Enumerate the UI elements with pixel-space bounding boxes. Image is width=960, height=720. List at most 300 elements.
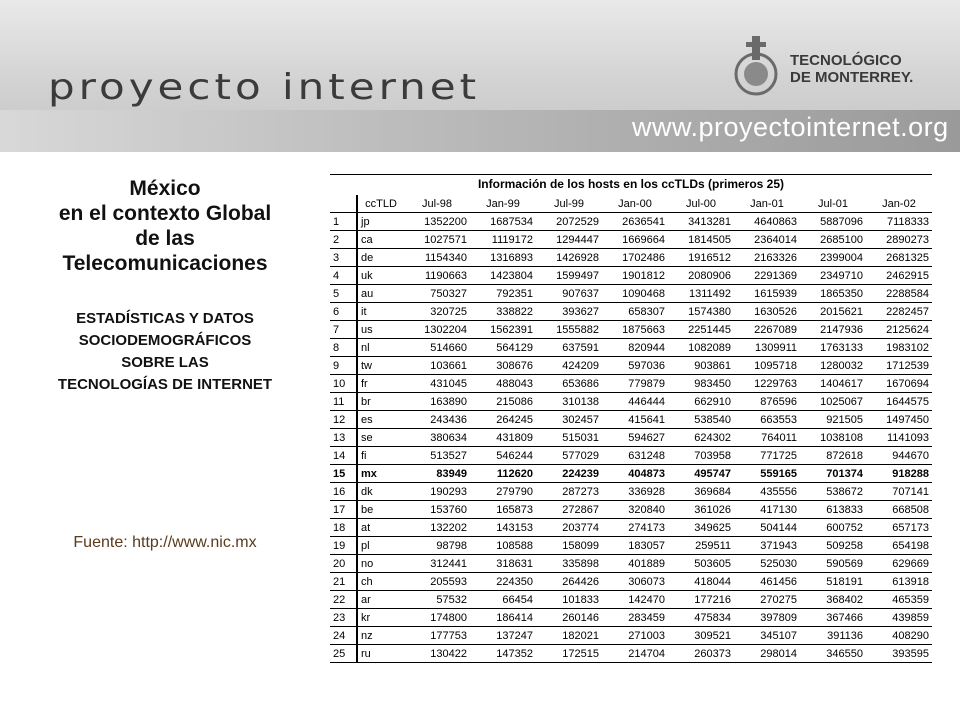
hosts-value-cell: 624302 — [668, 429, 734, 447]
hosts-value-cell: 1712539 — [866, 357, 932, 375]
hosts-value-cell: 668508 — [866, 501, 932, 519]
hosts-value-cell: 2636541 — [602, 213, 668, 231]
hosts-value-cell: 401889 — [602, 555, 668, 573]
hosts-value-cell: 338822 — [470, 303, 536, 321]
hosts-value-cell: 1229763 — [734, 375, 800, 393]
cctld-cell: be — [357, 501, 404, 519]
hosts-value-cell: 495747 — [668, 465, 734, 483]
hosts-value-cell: 345107 — [734, 627, 800, 645]
hosts-value-cell: 137247 — [470, 627, 536, 645]
header-jul-98: Jul-98 — [404, 195, 470, 213]
hosts-value-cell: 174800 — [404, 609, 470, 627]
rank-cell: 13 — [330, 429, 357, 447]
table-row — [330, 267, 932, 285]
rank-cell: 20 — [330, 555, 357, 573]
rank-cell: 4 — [330, 267, 357, 285]
hosts-value-cell: 310138 — [536, 393, 602, 411]
cctld-cell: kr — [357, 609, 404, 627]
hosts-value-cell: 662910 — [668, 393, 734, 411]
table-row — [330, 501, 932, 519]
cctld-cell: nl — [357, 339, 404, 357]
hosts-value-cell: 1555882 — [536, 321, 602, 339]
table-row — [330, 609, 932, 627]
hosts-value-cell: 98798 — [404, 537, 470, 555]
table-row — [330, 645, 932, 663]
rank-cell: 2 — [330, 231, 357, 249]
page-title — [20, 176, 310, 276]
table-row — [330, 375, 932, 393]
table-row — [330, 591, 932, 609]
hosts-value-cell: 1302204 — [404, 321, 470, 339]
header-jul-01: Jul-01 — [800, 195, 866, 213]
rank-cell: 15 — [330, 465, 357, 483]
hosts-value-cell: 163890 — [404, 393, 470, 411]
cctld-cell: au — [357, 285, 404, 303]
site-url[interactable]: www.proyectointernet.org — [632, 112, 949, 142]
header-jul-99: Jul-99 — [536, 195, 602, 213]
hosts-value-cell: 577029 — [536, 447, 602, 465]
hosts-value-cell: 2462915 — [866, 267, 932, 285]
table-row — [330, 627, 932, 645]
source-note: Fuente: http://www.nic.mx — [73, 534, 257, 551]
hosts-value-cell: 1599497 — [536, 267, 602, 285]
rank-cell: 9 — [330, 357, 357, 375]
hosts-value-cell: 2267089 — [734, 321, 800, 339]
hosts-value-cell: 431045 — [404, 375, 470, 393]
hosts-value-cell: 393627 — [536, 303, 602, 321]
hosts-value-cell: 306073 — [602, 573, 668, 591]
rank-cell: 19 — [330, 537, 357, 555]
hosts-value-cell: 876596 — [734, 393, 800, 411]
cctld-cell: fr — [357, 375, 404, 393]
hosts-value-cell: 309521 — [668, 627, 734, 645]
hosts-value-cell: 182021 — [536, 627, 602, 645]
hosts-value-cell: 271003 — [602, 627, 668, 645]
hosts-value-cell: 1025067 — [800, 393, 866, 411]
cctld-cell: pl — [357, 537, 404, 555]
hosts-value-cell: 653686 — [536, 375, 602, 393]
table-row — [330, 483, 932, 501]
hosts-value-cell: 368402 — [800, 591, 866, 609]
hosts-value-cell: 320840 — [602, 501, 668, 519]
hosts-value-cell: 215086 — [470, 393, 536, 411]
hosts-value-cell: 369684 — [668, 483, 734, 501]
hosts-value-cell: 283459 — [602, 609, 668, 627]
hosts-value-cell: 503605 — [668, 555, 734, 573]
hosts-value-cell: 172515 — [536, 645, 602, 663]
table-header-row — [330, 195, 932, 213]
hosts-value-cell: 461456 — [734, 573, 800, 591]
hosts-value-cell: 3413281 — [668, 213, 734, 231]
hosts-value-cell: 312441 — [404, 555, 470, 573]
hosts-value-cell: 637591 — [536, 339, 602, 357]
cctld-cell: tw — [357, 357, 404, 375]
title-line: de las — [135, 227, 195, 250]
hosts-value-cell: 657173 — [866, 519, 932, 537]
hosts-value-cell: 2282457 — [866, 303, 932, 321]
hosts-value-cell: 771725 — [734, 447, 800, 465]
rank-cell: 25 — [330, 645, 357, 663]
cctld-cell: mx — [357, 465, 404, 483]
tec-monterrey-seal-icon — [732, 32, 780, 102]
hosts-value-cell: 1190663 — [404, 267, 470, 285]
table-row — [330, 555, 932, 573]
hosts-value-cell: 1141093 — [866, 429, 932, 447]
hosts-value-cell: 2288584 — [866, 285, 932, 303]
institution-name — [790, 52, 913, 86]
hosts-value-cell: 7118333 — [866, 213, 932, 231]
cctld-cell: dk — [357, 483, 404, 501]
hosts-value-cell: 1352200 — [404, 213, 470, 231]
subtitle-line: TECNOLOGÍAS DE INTERNET — [57, 376, 273, 393]
table-row — [330, 303, 932, 321]
hosts-value-cell: 435556 — [734, 483, 800, 501]
rank-cell: 3 — [330, 249, 357, 267]
hosts-value-cell: 177753 — [404, 627, 470, 645]
table-row — [330, 213, 932, 231]
hosts-value-cell: 367466 — [800, 609, 866, 627]
hosts-value-cell: 259511 — [668, 537, 734, 555]
table-row — [330, 231, 932, 249]
hosts-value-cell: 918288 — [866, 465, 932, 483]
rank-cell: 18 — [330, 519, 357, 537]
hosts-value-cell: 380634 — [404, 429, 470, 447]
hosts-value-cell: 298014 — [734, 645, 800, 663]
hosts-value-cell: 515031 — [536, 429, 602, 447]
hosts-value-cell: 590569 — [800, 555, 866, 573]
hosts-value-cell: 272867 — [536, 501, 602, 519]
hosts-value-cell: 600752 — [800, 519, 866, 537]
hosts-value-cell: 183057 — [602, 537, 668, 555]
hosts-value-cell: 1038108 — [800, 429, 866, 447]
hosts-value-cell: 404873 — [602, 465, 668, 483]
table-row — [330, 411, 932, 429]
hosts-value-cell: 1426928 — [536, 249, 602, 267]
rank-cell: 5 — [330, 285, 357, 303]
hosts-value-cell: 5887096 — [800, 213, 866, 231]
hosts-value-cell: 654198 — [866, 537, 932, 555]
hosts-value-cell: 1901812 — [602, 267, 668, 285]
hosts-value-cell: 701374 — [800, 465, 866, 483]
hosts-value-cell: 1027571 — [404, 231, 470, 249]
hosts-value-cell: 132202 — [404, 519, 470, 537]
rank-cell: 17 — [330, 501, 357, 519]
hosts-value-cell: 1497450 — [866, 411, 932, 429]
hosts-value-cell: 1865350 — [800, 285, 866, 303]
hosts-value-cell: 525030 — [734, 555, 800, 573]
rank-cell: 1 — [330, 213, 357, 231]
hosts-value-cell: 260146 — [536, 609, 602, 627]
hosts-value-cell: 346550 — [800, 645, 866, 663]
hosts-value-cell: 2291369 — [734, 267, 800, 285]
hosts-value-cell: 1670694 — [866, 375, 932, 393]
hosts-value-cell: 944670 — [866, 447, 932, 465]
hosts-value-cell: 371943 — [734, 537, 800, 555]
hosts-value-cell: 83949 — [404, 465, 470, 483]
hosts-value-cell: 274173 — [602, 519, 668, 537]
hosts-value-cell: 518191 — [800, 573, 866, 591]
hosts-value-cell: 1562391 — [470, 321, 536, 339]
hosts-value-cell: 103661 — [404, 357, 470, 375]
hosts-value-cell: 1814505 — [668, 231, 734, 249]
hosts-value-cell: 108588 — [470, 537, 536, 555]
hosts-value-cell: 1983102 — [866, 339, 932, 357]
hosts-value-cell: 559165 — [734, 465, 800, 483]
hosts-value-cell: 750327 — [404, 285, 470, 303]
rank-cell: 23 — [330, 609, 357, 627]
hosts-value-cell: 564129 — [470, 339, 536, 357]
hosts-value-cell: 907637 — [536, 285, 602, 303]
hosts-value-cell: 270275 — [734, 591, 800, 609]
hosts-value-cell: 424209 — [536, 357, 602, 375]
table-row — [330, 537, 932, 555]
hosts-value-cell: 130422 — [404, 645, 470, 663]
hosts-value-cell: 57532 — [404, 591, 470, 609]
page-subtitle — [20, 308, 310, 396]
hosts-value-cell: 336928 — [602, 483, 668, 501]
cctld-cell: fi — [357, 447, 404, 465]
hosts-value-cell: 203774 — [536, 519, 602, 537]
subtitle-line: SOBRE LAS — [121, 354, 209, 371]
rank-cell: 16 — [330, 483, 357, 501]
hosts-table — [330, 174, 932, 663]
table-row — [330, 321, 932, 339]
cctld-cell: ru — [357, 645, 404, 663]
rank-cell: 24 — [330, 627, 357, 645]
hosts-value-cell: 186414 — [470, 609, 536, 627]
hosts-value-cell: 488043 — [470, 375, 536, 393]
hosts-value-cell: 2364014 — [734, 231, 800, 249]
hosts-value-cell: 1702486 — [602, 249, 668, 267]
hosts-value-cell: 509258 — [800, 537, 866, 555]
header-jan-01: Jan-01 — [734, 195, 800, 213]
hosts-value-cell: 1669664 — [602, 231, 668, 249]
table-caption: Información de los hosts en los ccTLDs (primeros 25) — [330, 174, 932, 195]
hosts-value-cell: 143153 — [470, 519, 536, 537]
hosts-value-cell: 66454 — [470, 591, 536, 609]
rank-cell: 11 — [330, 393, 357, 411]
hosts-value-cell: 613918 — [866, 573, 932, 591]
hosts-value-cell: 538540 — [668, 411, 734, 429]
hosts-value-cell: 264426 — [536, 573, 602, 591]
hosts-value-cell: 475834 — [668, 609, 734, 627]
hosts-value-cell: 393595 — [866, 645, 932, 663]
hosts-value-cell: 1687534 — [470, 213, 536, 231]
hosts-value-cell: 546244 — [470, 447, 536, 465]
rank-cell: 7 — [330, 321, 357, 339]
hosts-value-cell: 260373 — [668, 645, 734, 663]
hosts-table-container — [330, 174, 932, 663]
hosts-value-cell: 872618 — [800, 447, 866, 465]
header-jul-00: Jul-00 — [668, 195, 734, 213]
header-cctld: ccTLD — [357, 195, 404, 213]
cctld-cell: ar — [357, 591, 404, 609]
hosts-value-cell: 320725 — [404, 303, 470, 321]
table-body — [330, 213, 932, 663]
cctld-cell: se — [357, 429, 404, 447]
hosts-value-cell: 2349710 — [800, 267, 866, 285]
hosts-value-cell: 465359 — [866, 591, 932, 609]
hosts-value-cell: 2080906 — [668, 267, 734, 285]
cctld-cell: de — [357, 249, 404, 267]
hosts-value-cell: 308676 — [470, 357, 536, 375]
hosts-value-cell: 2015621 — [800, 303, 866, 321]
hosts-value-cell: 1095718 — [734, 357, 800, 375]
table-row — [330, 447, 932, 465]
hosts-value-cell: 1875663 — [602, 321, 668, 339]
hosts-value-cell: 1311492 — [668, 285, 734, 303]
hosts-value-cell: 2147936 — [800, 321, 866, 339]
table-row — [330, 249, 932, 267]
cctld-cell: it — [357, 303, 404, 321]
hosts-value-cell: 921505 — [800, 411, 866, 429]
hosts-value-cell: 1644575 — [866, 393, 932, 411]
proyecto-internet-logo: proyecto internet — [48, 65, 481, 108]
hosts-value-cell: 764011 — [734, 429, 800, 447]
hosts-value-cell: 631248 — [602, 447, 668, 465]
hosts-value-cell: 820944 — [602, 339, 668, 357]
hosts-value-cell: 2163326 — [734, 249, 800, 267]
hosts-value-cell: 142470 — [602, 591, 668, 609]
hosts-value-cell: 165873 — [470, 501, 536, 519]
subtitle-line: SOCIODEMOGRÁFICOS — [78, 332, 252, 349]
hosts-value-cell: 2681325 — [866, 249, 932, 267]
hosts-value-cell: 1630526 — [734, 303, 800, 321]
table-row — [330, 339, 932, 357]
hosts-value-cell: 629669 — [866, 555, 932, 573]
cctld-cell: ch — [357, 573, 404, 591]
hosts-value-cell: 417130 — [734, 501, 800, 519]
hosts-value-cell: 658307 — [602, 303, 668, 321]
cctld-cell: jp — [357, 213, 404, 231]
rank-cell: 10 — [330, 375, 357, 393]
hosts-value-cell: 112620 — [470, 465, 536, 483]
hosts-value-cell: 663553 — [734, 411, 800, 429]
hosts-value-cell: 504144 — [734, 519, 800, 537]
hosts-value-cell: 1615939 — [734, 285, 800, 303]
title-line: México — [129, 177, 201, 200]
hosts-value-cell: 418044 — [668, 573, 734, 591]
hosts-value-cell: 1090468 — [602, 285, 668, 303]
hosts-value-cell: 190293 — [404, 483, 470, 501]
hosts-value-cell: 224350 — [470, 573, 536, 591]
cctld-cell: es — [357, 411, 404, 429]
cctld-cell: uk — [357, 267, 404, 285]
hosts-value-cell: 214704 — [602, 645, 668, 663]
hosts-value-cell: 2399004 — [800, 249, 866, 267]
hosts-value-cell: 514660 — [404, 339, 470, 357]
hosts-value-cell: 224239 — [536, 465, 602, 483]
hosts-value-cell: 1294447 — [536, 231, 602, 249]
header-jan-00: Jan-00 — [602, 195, 668, 213]
hosts-value-cell: 335898 — [536, 555, 602, 573]
hosts-value-cell: 177216 — [668, 591, 734, 609]
hosts-value-cell: 431809 — [470, 429, 536, 447]
table-row — [330, 465, 932, 483]
table-row — [330, 429, 932, 447]
hosts-value-cell: 1119172 — [470, 231, 536, 249]
institution-line-1: TECNOLÓGICO — [790, 52, 902, 69]
hosts-value-cell: 446444 — [602, 393, 668, 411]
hosts-value-cell: 1309911 — [734, 339, 800, 357]
hosts-value-cell: 397809 — [734, 609, 800, 627]
hosts-value-cell: 439859 — [866, 609, 932, 627]
cctld-cell: br — [357, 393, 404, 411]
hosts-value-cell: 903861 — [668, 357, 734, 375]
hosts-value-cell: 707141 — [866, 483, 932, 501]
rank-cell: 14 — [330, 447, 357, 465]
hosts-value-cell: 302457 — [536, 411, 602, 429]
hosts-value-cell: 153760 — [404, 501, 470, 519]
institution-line-2: DE MONTERREY. — [790, 69, 914, 86]
hosts-value-cell: 147352 — [470, 645, 536, 663]
hosts-value-cell: 1423804 — [470, 267, 536, 285]
title-line: en el contexto Global — [58, 202, 272, 225]
rank-cell: 12 — [330, 411, 357, 429]
hosts-value-cell: 1154340 — [404, 249, 470, 267]
hosts-value-cell: 983450 — [668, 375, 734, 393]
table-row — [330, 357, 932, 375]
hosts-value-cell: 205593 — [404, 573, 470, 591]
table-row — [330, 519, 932, 537]
rank-cell: 6 — [330, 303, 357, 321]
table-row — [330, 573, 932, 591]
hosts-value-cell: 408290 — [866, 627, 932, 645]
hosts-value-cell: 2072529 — [536, 213, 602, 231]
header-jan-99: Jan-99 — [470, 195, 536, 213]
header-jan-02: Jan-02 — [866, 195, 932, 213]
rank-cell: 21 — [330, 573, 357, 591]
hosts-value-cell: 1574380 — [668, 303, 734, 321]
hosts-value-cell: 703958 — [668, 447, 734, 465]
rank-cell: 8 — [330, 339, 357, 357]
hosts-value-cell: 318631 — [470, 555, 536, 573]
cctld-cell: nz — [357, 627, 404, 645]
table-row — [330, 285, 932, 303]
hosts-value-cell: 513527 — [404, 447, 470, 465]
hosts-value-cell: 1316893 — [470, 249, 536, 267]
rank-cell: 22 — [330, 591, 357, 609]
hosts-value-cell: 415641 — [602, 411, 668, 429]
hosts-value-cell: 1916512 — [668, 249, 734, 267]
hosts-value-cell: 597036 — [602, 357, 668, 375]
table-row — [330, 393, 932, 411]
hosts-value-cell: 792351 — [470, 285, 536, 303]
cctld-cell: no — [357, 555, 404, 573]
hosts-value-cell: 2125624 — [866, 321, 932, 339]
hosts-value-cell: 2251445 — [668, 321, 734, 339]
hosts-value-cell: 2685100 — [800, 231, 866, 249]
hosts-value-cell: 1280032 — [800, 357, 866, 375]
hosts-value-cell: 158099 — [536, 537, 602, 555]
hosts-value-cell: 349625 — [668, 519, 734, 537]
header-banner — [0, 0, 960, 152]
hosts-value-cell: 287273 — [536, 483, 602, 501]
hosts-value-cell: 2890273 — [866, 231, 932, 249]
hosts-value-cell: 538672 — [800, 483, 866, 501]
cctld-cell: at — [357, 519, 404, 537]
hosts-value-cell: 779879 — [602, 375, 668, 393]
hosts-value-cell: 594627 — [602, 429, 668, 447]
title-line: Telecomunicaciones — [62, 252, 268, 275]
hosts-value-cell: 391136 — [800, 627, 866, 645]
cctld-cell: us — [357, 321, 404, 339]
hosts-value-cell: 264245 — [470, 411, 536, 429]
hosts-value-cell: 279790 — [470, 483, 536, 501]
hosts-value-cell: 613833 — [800, 501, 866, 519]
header-rank — [330, 195, 357, 213]
hosts-value-cell: 243436 — [404, 411, 470, 429]
